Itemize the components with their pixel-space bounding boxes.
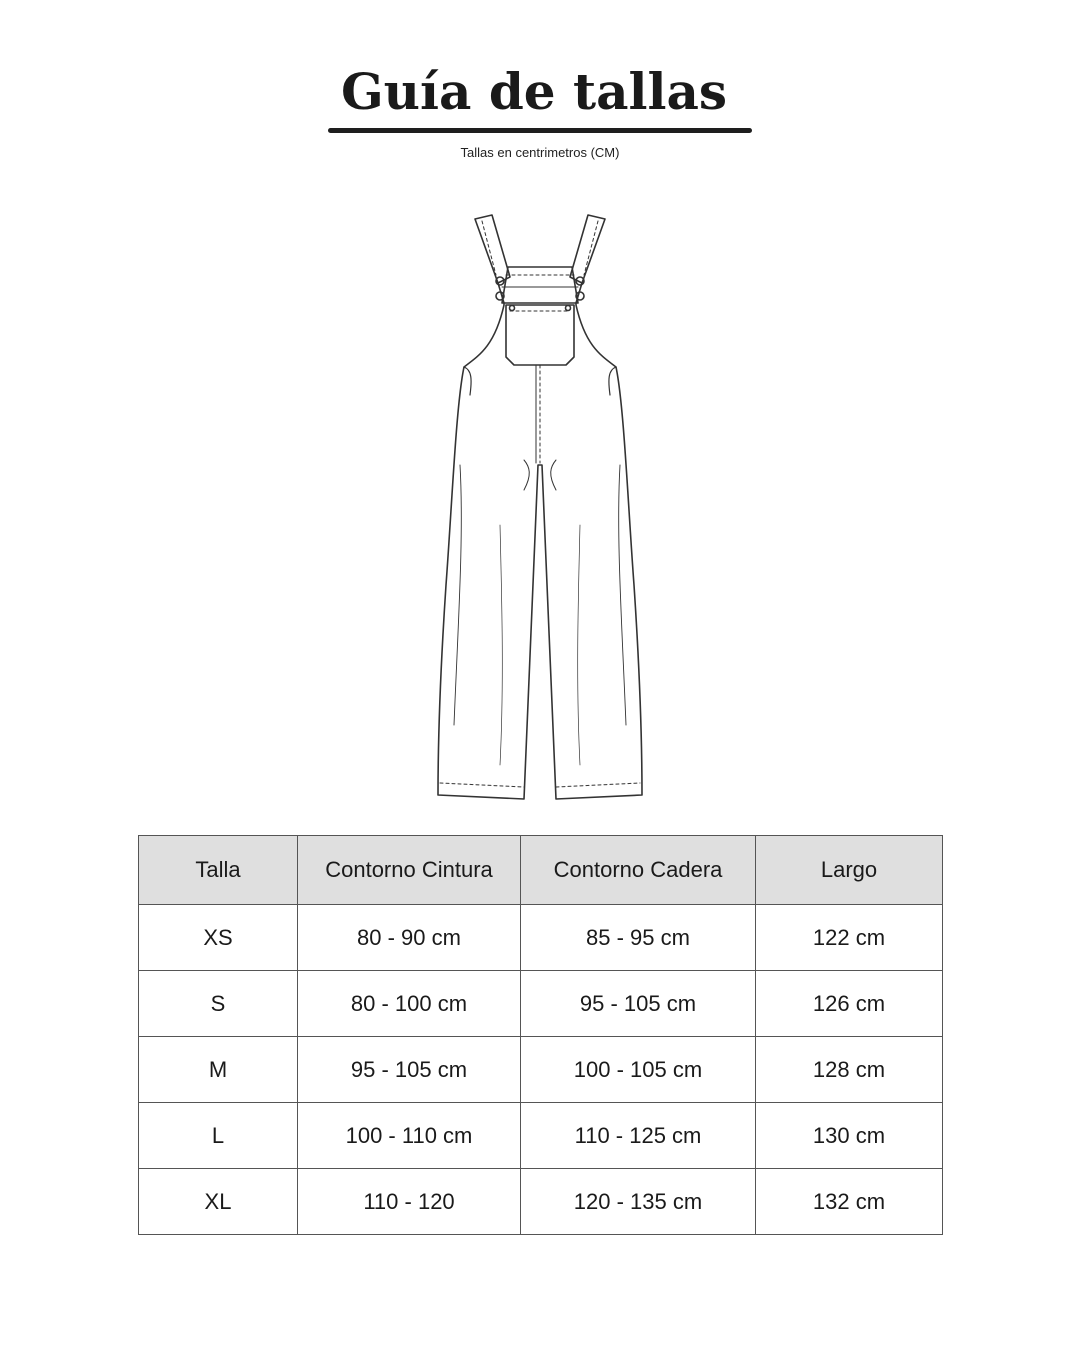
cell-cintura: 80 - 100 cm xyxy=(298,971,521,1037)
cell-cintura: 80 - 90 cm xyxy=(298,905,521,971)
header-contorno-cadera: Contorno Cadera xyxy=(521,836,756,905)
table-header-row xyxy=(139,836,943,905)
page-title: Guía de tallas xyxy=(340,62,728,121)
table-row xyxy=(139,1169,943,1235)
cell-talla: M xyxy=(139,1037,298,1103)
title-underline xyxy=(328,128,752,133)
cell-cintura: 95 - 105 cm xyxy=(298,1037,521,1103)
table-row xyxy=(139,1037,943,1103)
cell-largo: 128 cm xyxy=(756,1037,943,1103)
cell-talla: XS xyxy=(139,905,298,971)
cell-cadera: 85 - 95 cm xyxy=(521,905,756,971)
cell-cadera: 100 - 105 cm xyxy=(521,1037,756,1103)
cell-talla: XL xyxy=(139,1169,298,1235)
cell-talla: L xyxy=(139,1103,298,1169)
cell-cintura: 110 - 120 xyxy=(298,1169,521,1235)
table-row xyxy=(139,971,943,1037)
table-row xyxy=(139,1103,943,1169)
cell-cadera: 110 - 125 cm xyxy=(521,1103,756,1169)
cell-largo: 130 cm xyxy=(756,1103,943,1169)
header-contorno-cintura: Contorno Cintura xyxy=(298,836,521,905)
cell-cadera: 120 - 135 cm xyxy=(521,1169,756,1235)
cell-largo: 126 cm xyxy=(756,971,943,1037)
cell-largo: 122 cm xyxy=(756,905,943,971)
page-subtitle: Tallas en centrimetros (CM) xyxy=(460,145,620,160)
cell-largo: 132 cm xyxy=(756,1169,943,1235)
cell-talla: S xyxy=(139,971,298,1037)
cell-cadera: 95 - 105 cm xyxy=(521,971,756,1037)
header-largo: Largo xyxy=(756,836,943,905)
size-table xyxy=(138,835,943,1235)
header-talla: Talla xyxy=(139,836,298,905)
cell-cintura: 100 - 110 cm xyxy=(298,1103,521,1169)
overalls-illustration-icon xyxy=(420,205,660,815)
table-row xyxy=(139,905,943,971)
